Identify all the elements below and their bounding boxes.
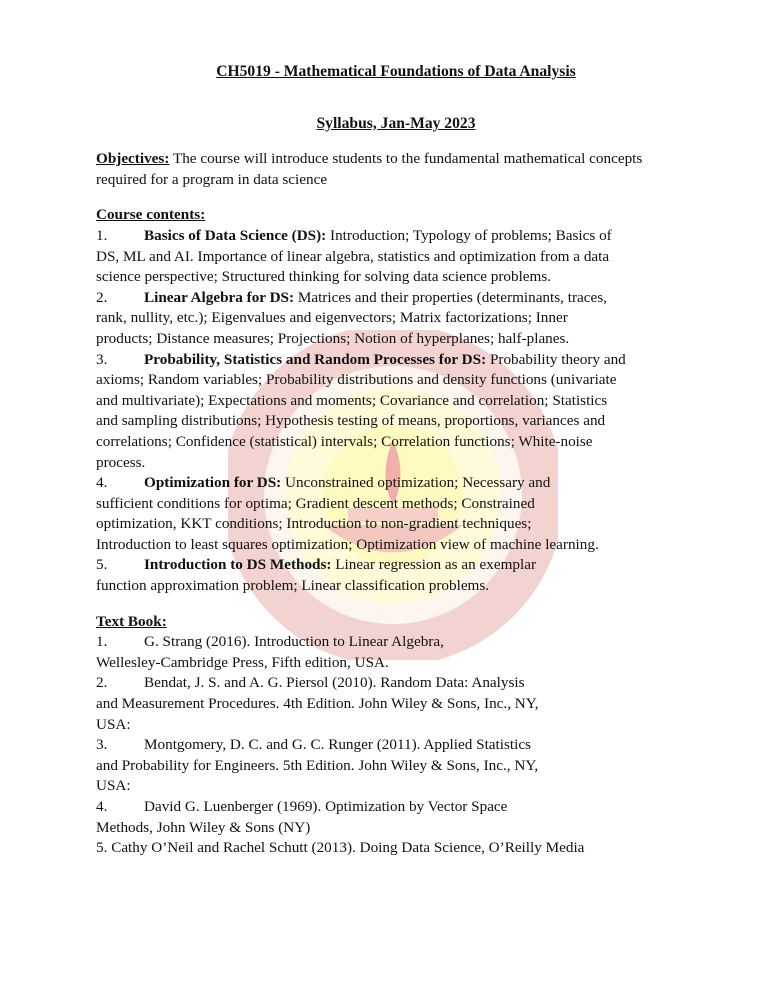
item-text-line: products; Distance measures; Projections; Notion of hyperplanes; half-planes. — [96, 329, 570, 347]
item-text: David G. Luenberger (1969). Optimization by Vector Space — [144, 798, 508, 815]
objectives-label: Objectives: — [96, 150, 170, 168]
item-number: 3. — [96, 350, 108, 368]
item-text-line: and sampling distributions; Hypothesis testing of means, proportions, variances and — [96, 412, 606, 430]
content-item — [96, 288, 696, 309]
objectives-section — [96, 149, 696, 190]
item-text: Montgomery, D. C. and G. C. Runger (2011). Applied Statistics — [144, 736, 531, 754]
textbook-item — [96, 797, 696, 818]
item-text-line: correlations; Confidence (statistical) intervals; Correlation functions; White-noise — [96, 432, 593, 450]
item-text: G. Strang (2016). Introduction to Linear Algebra, — [144, 633, 444, 651]
item-heading: Optimization for DS: — [144, 474, 282, 492]
content-item — [96, 555, 696, 576]
syllabus-subtitle: Syllabus, Jan-May 2023 — [316, 114, 476, 132]
objectives-text: The course will introduce students to the fundamental mathematical concepts — [169, 150, 643, 168]
course-title: CH5019 - Mathematical Foundations of Data Analysis — [216, 63, 576, 80]
item-text-line: and Measurement Procedures. 4th Edition. John Wiley & Sons, Inc., NY, — [96, 695, 539, 713]
objectives-text: required for a program in data science — [96, 170, 328, 188]
item-text-line: and Probability for Engineers. 5th Edition. John Wiley & Sons, Inc., NY, — [96, 756, 539, 774]
item-text-line: DS, ML and AI. Importance of linear algebra, statistics and optimization from a data — [96, 247, 610, 265]
item-number: 1. — [96, 226, 108, 244]
item-text-line: axioms; Random variables; Probability distributions and density functions (univariate — [96, 371, 617, 389]
syllabus-document — [96, 62, 696, 859]
textbook-section — [96, 612, 696, 859]
content-item — [96, 473, 696, 494]
textbook-item: 5. Cathy O’Neil and Rachel Schutt (2013). Doing Data Science, O’Reilly Media — [96, 839, 585, 857]
item-number: 4. — [96, 474, 108, 492]
item-number: 2. — [96, 674, 108, 692]
item-text-line: science perspective; Structured thinking for solving data science problems. — [96, 268, 552, 286]
item-text-line: Methods, John Wiley & Sons (NY) — [96, 818, 311, 836]
item-text-line: USA: — [96, 715, 131, 733]
item-text-line: and multivariate); Expectations and moments; Covariance and correlation; Statistics — [96, 391, 608, 409]
item-number: 5. — [96, 556, 108, 574]
item-text: Linear regression as an exemplar — [331, 556, 537, 574]
item-number: 1. — [96, 633, 108, 651]
item-heading: Probability, Statistics and Random Processes for DS: — [144, 350, 487, 368]
item-heading: Linear Algebra for DS: — [144, 288, 295, 306]
textbook-item — [96, 735, 696, 756]
textbook-item — [96, 632, 696, 653]
item-text-line: function approximation problem; Linear classification problems. — [96, 577, 490, 595]
item-text-line: Introduction to least squares optimization; Optimization view of machine learning. — [96, 535, 599, 553]
textbook-item — [96, 673, 696, 694]
item-text: Matrices and their properties (determinants, traces, — [294, 288, 607, 306]
item-text: Bendat, J. S. and A. G. Piersol (2010). Random Data: Analysis — [144, 674, 525, 692]
item-heading: Introduction to DS Methods: — [144, 556, 332, 574]
item-text: Probability theory and — [486, 350, 626, 368]
item-text-line: optimization, KKT conditions; Introduction to non-gradient techniques; — [96, 515, 532, 533]
item-text-line: USA: — [96, 777, 131, 795]
item-heading: Basics of Data Science (DS): — [144, 226, 327, 244]
textbook-label: Text Book: — [96, 612, 167, 630]
item-text-line: process. — [96, 453, 146, 471]
item-number: 2. — [96, 288, 108, 306]
item-text-line: sufficient conditions for optima; Gradient descent methods; Constrained — [96, 494, 535, 512]
content-item — [96, 350, 696, 371]
course-contents-label: Course contents: — [96, 206, 206, 224]
item-number: 4. — [96, 798, 108, 815]
item-number: 3. — [96, 736, 108, 754]
item-text-line: Wellesley-Cambridge Press, Fifth edition, USA. — [96, 653, 389, 671]
item-text: Introduction; Typology of problems; Basics of — [326, 226, 612, 244]
item-text: Unconstrained optimization; Necessary and — [281, 474, 551, 492]
item-text-line: rank, nullity, etc.); Eigenvalues and eigenvectors; Matrix factorizations; Inner — [96, 309, 568, 327]
course-contents-section — [96, 205, 696, 596]
content-item — [96, 226, 696, 247]
